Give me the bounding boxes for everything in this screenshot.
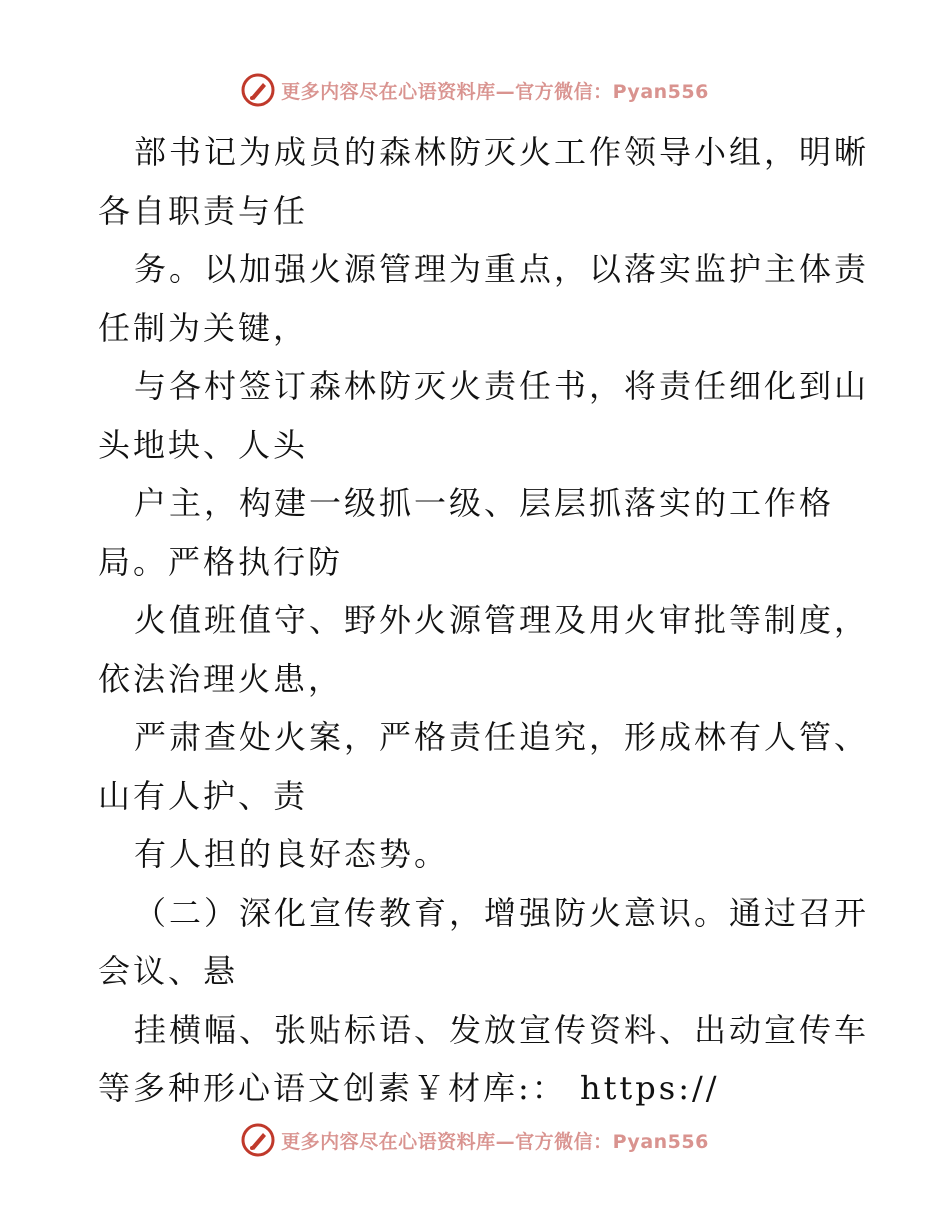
text-line: （二）深化宣传教育，增强防火意识。通过召开 (134, 893, 870, 932)
text-line: 山有人护、责 (98, 776, 309, 815)
watermark-text: 更多内容尽在心语资料库—官方微信：Pyan556 (281, 1130, 709, 1153)
text-line: 局。严格执行防 (98, 542, 344, 581)
text-line: 火值班值守、野外火源管理及用火审批等制度， (134, 601, 870, 639)
footer-watermark (0, 1120, 950, 1160)
text-line: 头地块、人头 (98, 425, 309, 464)
document-body (98, 123, 870, 1118)
text-line: 会议、悬 (98, 952, 239, 990)
text-line: 等多种形心语文创素￥材库:： https:// (98, 1069, 720, 1107)
header-watermark (0, 70, 950, 110)
text-line: 部书记为成员的森林防灭火工作领导小组，明晰 (134, 133, 870, 171)
text-line: 各自职责与任 (98, 191, 309, 230)
text-line: 严肃查处火案，严格责任追究，形成林有人管、 (134, 718, 870, 756)
text-line: 挂横幅、张贴标语、发放宣传资料、出动宣传车 (134, 1010, 870, 1049)
text-line: 有人担的良好态势。 (134, 835, 450, 873)
watermark-text: 更多内容尽在心语资料库—官方微信：Pyan556 (281, 80, 709, 103)
text-line: 任制为关键， (98, 308, 309, 347)
text-line: 务。以加强火源管理为重点，以落实监护主体责 (134, 250, 870, 288)
seal-pen-logo-icon (241, 1123, 275, 1157)
text-line: 户主，构建一级抓一级、层层抓落实的工作格 (134, 484, 835, 522)
text-line: 与各村签订森林防灭火责任书，将责任细化到山 (134, 367, 870, 405)
text-line: 依法治理火患， (98, 659, 344, 698)
seal-pen-logo-icon (241, 73, 275, 107)
